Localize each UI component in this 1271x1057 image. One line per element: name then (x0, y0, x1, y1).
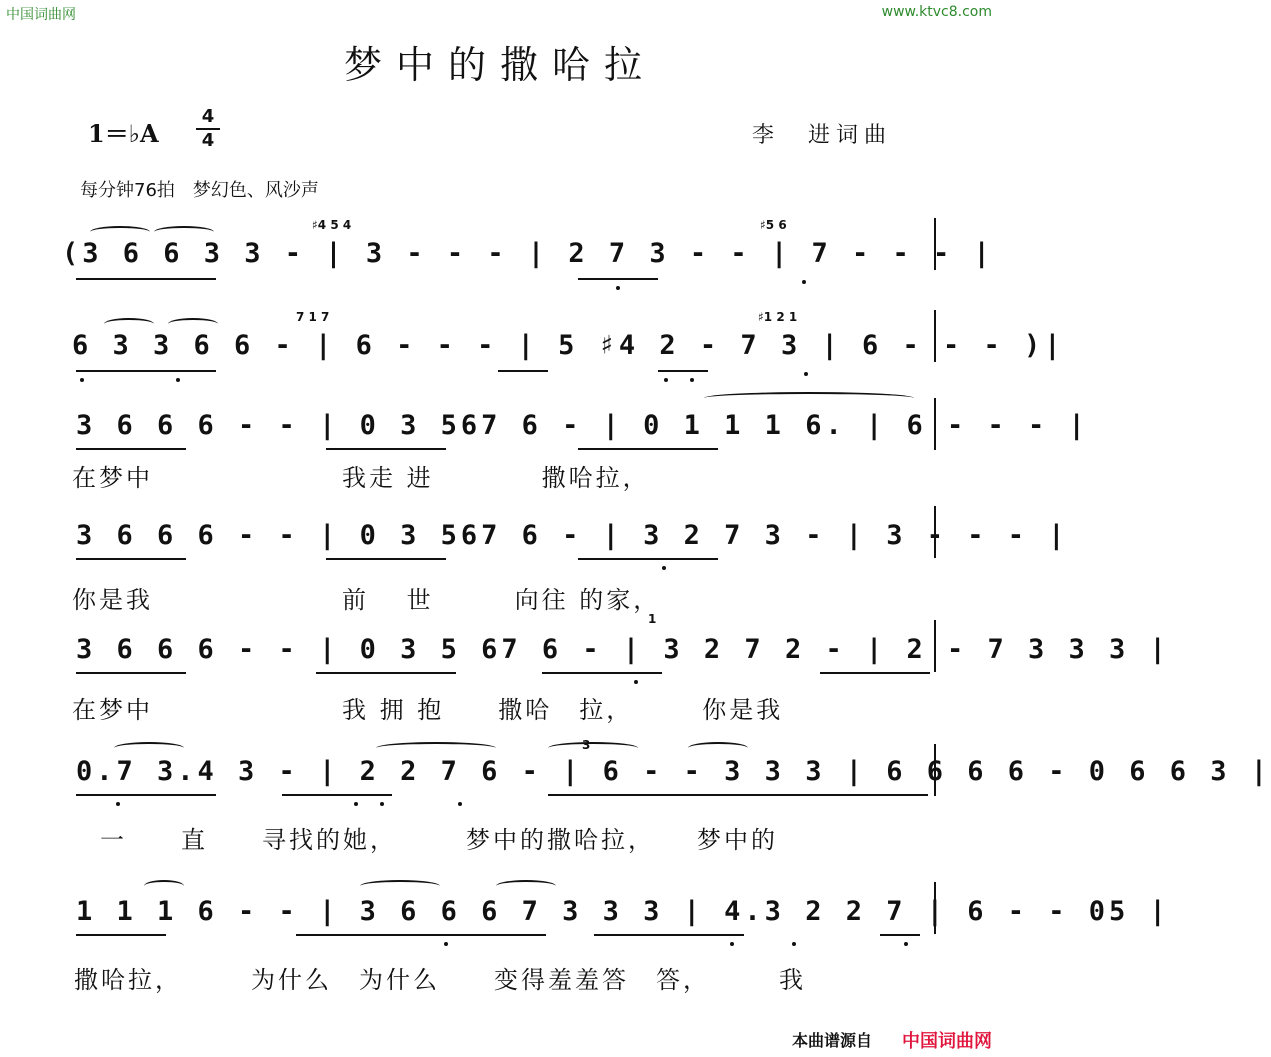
beam (326, 558, 446, 560)
lyrics-line: 撒哈拉， 为什么 为什么 变得羞羞答 答， 我 (74, 966, 806, 994)
octave-dot (458, 802, 462, 806)
notation-line: 3 6 6 6 - - | 0 3 567 6 - | 3 2 7 3 - | 3 - - - | (76, 520, 1069, 551)
beam (578, 278, 658, 280)
beam (594, 934, 744, 936)
beam (880, 934, 920, 936)
barline (934, 506, 936, 558)
octave-dot (634, 680, 638, 684)
beam (76, 278, 216, 280)
octave-dot (690, 378, 694, 382)
beam (76, 794, 216, 796)
beam (76, 448, 186, 450)
site-url[interactable]: www.ktvc8.com (881, 4, 992, 20)
beam (282, 794, 392, 796)
tempo-marking: 每分钟76拍 梦幻色、风沙声 (80, 180, 319, 201)
beam (76, 558, 186, 560)
beam (542, 672, 662, 674)
grace-notes: ♯4 5 4 (312, 218, 352, 232)
slur (154, 226, 214, 238)
source-site-link[interactable]: 中国词曲网 (902, 1031, 992, 1052)
barline (934, 310, 936, 362)
octave-dot (802, 280, 806, 284)
tuplet-mark: 3 (582, 738, 591, 752)
notation-line: 3 6 6 6 - - | 0 3 567 6 - | 0 1 1 1 6. | 6 - - - | (76, 410, 1089, 441)
beam (326, 448, 446, 450)
octave-dot (730, 942, 734, 946)
source-label: 本曲谱源自 (791, 1031, 872, 1050)
barline (934, 218, 936, 270)
slur (548, 742, 638, 754)
composer-credit: 李 进词曲 (752, 123, 893, 148)
grace-notes: 1 (648, 612, 657, 626)
song-title: 梦中的撒哈拉 (343, 43, 656, 87)
slur (496, 880, 556, 892)
lyrics-line: 一 直 寻找的她， 梦中的撒哈拉， 梦中的 (100, 826, 778, 854)
grace-notes: 7 1 7 (296, 310, 330, 324)
score-row (0, 606, 1170, 746)
grace-notes: ♯5 6 (760, 218, 787, 232)
barline (934, 744, 936, 796)
notation-line: 0.7 3.4 3 - | 2 2 7 6 - | 6 - - 3 3 3 | 6 6 6 6 - 0 6 6 3 | (76, 756, 1271, 787)
lyrics-line: 你是我 前 世 向往 的家， (72, 586, 661, 614)
octave-dot (664, 378, 668, 382)
key-signature: 1＝♭A (88, 119, 159, 148)
octave-dot (354, 802, 358, 806)
slur (144, 880, 184, 892)
barline (934, 882, 936, 934)
time-numerator: 4 (201, 106, 215, 127)
octave-dot (380, 802, 384, 806)
barline (934, 398, 936, 450)
octave-dot (80, 378, 84, 382)
beam (316, 672, 456, 674)
slur (168, 318, 218, 330)
lyrics-line: 在梦中 我 拥 抱 撒哈 拉， 你是我 (72, 696, 784, 724)
slur (114, 742, 184, 754)
lyrics-line: 在梦中 我走 进 撒哈拉， (72, 464, 650, 492)
time-denominator: 4 (196, 128, 220, 152)
octave-dot (804, 372, 808, 376)
notation-line: (3 6 6 3 3 - | 3 - - - | 2 7 3 - - | 7 - - - | (62, 238, 994, 269)
slur (704, 392, 914, 404)
beam (578, 558, 718, 560)
beam (548, 794, 928, 796)
beam (76, 370, 216, 372)
octave-dot (176, 378, 180, 382)
octave-dot (116, 802, 120, 806)
octave-dot (662, 566, 666, 570)
slur (90, 226, 150, 238)
time-signature (196, 106, 220, 152)
beam (658, 370, 708, 372)
slur (104, 318, 154, 330)
notation-line: 1 1 1 6 - - | 3 6 6 6 7 3 3 3 | 4.3 2 2 7 | 6 - - 05 | (76, 896, 1170, 927)
site-name-left: 中国词曲网 (6, 7, 76, 23)
beam (76, 934, 166, 936)
notation-line: 6 3 3 6 6 - | 6 - - - | 5 ♯4 2 - 7 3 | 6 - - - )| (72, 330, 1065, 361)
octave-dot (616, 286, 620, 290)
octave-dot (792, 942, 796, 946)
slur (376, 742, 496, 754)
notation-line: 3 6 6 6 - - | 0 3 5 67 6 - | 3 2 7 2 - | 2 - 7 3 3 3 | (76, 634, 1170, 665)
beam (578, 448, 718, 450)
beam (498, 370, 548, 372)
slur (688, 742, 748, 754)
beam (296, 934, 546, 936)
barline (934, 620, 936, 672)
octave-dot (904, 942, 908, 946)
beam (820, 672, 930, 674)
beam (76, 672, 186, 674)
octave-dot (444, 942, 448, 946)
slur (360, 880, 440, 892)
score-row (0, 868, 1170, 1008)
score-row (0, 726, 1271, 866)
grace-notes: ♯1 2 1 (758, 310, 798, 324)
